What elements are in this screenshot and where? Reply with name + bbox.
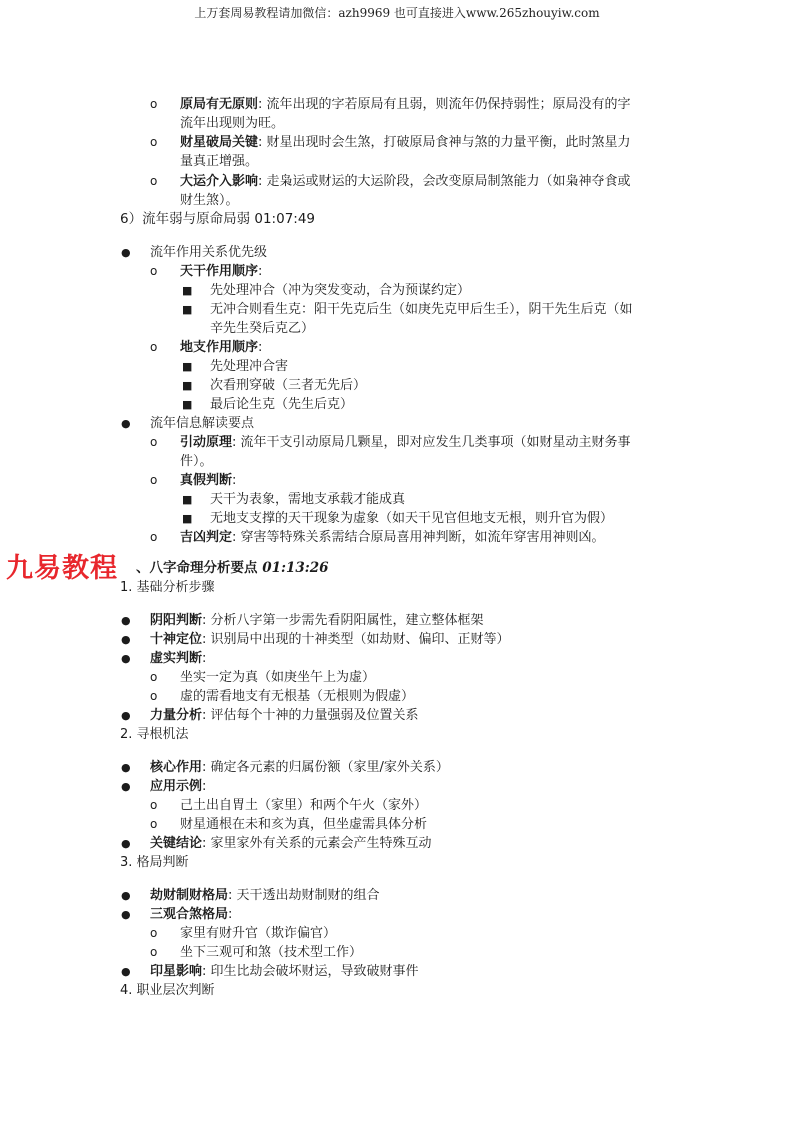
dot-bullet-icon: ● xyxy=(121,614,131,627)
list-item-cont: 辛先生癸后克乙） xyxy=(210,321,315,336)
list-item: 流年作用关系优先级 xyxy=(150,245,268,260)
list-item: 劫财制财格局: 天干透出劫财制财的组合 xyxy=(150,888,380,903)
subsection-title: 1. 基础分析步骤 xyxy=(120,580,215,595)
list-item: 真假判断: xyxy=(180,473,237,488)
list-item: 财星通根在未和亥为真，但坐虚需具体分析 xyxy=(180,817,428,832)
list-item: 无地支支撑的天干现象为虚象（如天干见官但地支无根，则升官为假） xyxy=(210,511,614,526)
watermark-logo: 九易教程 xyxy=(6,553,118,584)
square-bullet-icon: ■ xyxy=(182,379,193,392)
list-item-cont: 流年出现则为旺。 xyxy=(180,116,285,131)
circle-bullet-icon: o xyxy=(150,817,158,831)
section-title: 、八字命理分析要点 01:13:26 xyxy=(136,560,329,576)
list-item: 次看刑穿破（三者无先后） xyxy=(210,378,367,393)
dot-bullet-icon: ● xyxy=(121,965,131,978)
list-item: 吉凶判定: 穿害等特殊关系需结合原局喜用神判断，如流年穿害用神则凶。 xyxy=(180,530,605,545)
circle-bullet-icon: o xyxy=(150,798,158,812)
circle-bullet-icon: o xyxy=(150,174,158,188)
list-item-cont: 财生煞）。 xyxy=(180,193,239,208)
list-item: 引动原理: 流年干支引动原局几颗星，即对应发生几类事项（如财星动主财务事 xyxy=(180,435,631,450)
list-item: 坐实一定为真（如庚坐午上为虚） xyxy=(180,670,376,685)
circle-bullet-icon: o xyxy=(150,689,158,703)
circle-bullet-icon: o xyxy=(150,945,158,959)
list-item: 虚的需看地支有无根基（无根则为假虚） xyxy=(180,689,415,704)
list-item: 三观合煞格局: xyxy=(150,907,233,922)
subsection-title: 4. 职业层次判断 xyxy=(120,983,215,998)
list-item: 坐下三观可和煞（技术型工作） xyxy=(180,945,363,960)
list-item: 无冲合则看生克：阳干先克后生（如庚先克甲后生壬），阴干先生后克（如 xyxy=(210,302,633,317)
square-bullet-icon: ■ xyxy=(182,360,193,373)
list-item: 阴阳判断: 分析八字第一步需先看阴阳属性，建立整体框架 xyxy=(150,613,484,628)
dot-bullet-icon: ● xyxy=(121,761,131,774)
circle-bullet-icon: o xyxy=(150,340,158,354)
header-note: 上万套周易教程请加微信：azh9969 也可直接进入www.265zhouyiw.com xyxy=(194,6,600,20)
dot-bullet-icon: ● xyxy=(121,889,131,902)
square-bullet-icon: ■ xyxy=(182,284,193,297)
dot-bullet-icon: ● xyxy=(121,652,131,665)
circle-bullet-icon: o xyxy=(150,264,158,278)
circle-bullet-icon: o xyxy=(150,530,158,544)
dot-bullet-icon: ● xyxy=(121,246,131,259)
circle-bullet-icon: o xyxy=(150,473,158,487)
list-item: 最后论生克（先生后克） xyxy=(210,397,354,412)
list-item: 财星破局关键: 财星出现时会生煞，打破原局食神与煞的力量平衡，此时煞星力 xyxy=(180,135,631,150)
dot-bullet-icon: ● xyxy=(121,837,131,850)
list-item: 家里有财升官（欺诈偏官） xyxy=(180,926,337,941)
list-item: 十神定位: 识别局中出现的十神类型（如劫财、偏印、正财等） xyxy=(150,632,510,647)
list-item: 力量分析: 评估每个十神的力量强弱及位置关系 xyxy=(150,708,419,723)
list-item: 天干为表象，需地支承载才能成真 xyxy=(210,492,406,507)
list-item: 核心作用: 确定各元素的归属份额（家里/家外关系） xyxy=(150,760,449,775)
dot-bullet-icon: ● xyxy=(121,633,131,646)
list-item: 先处理冲合（冲为突发变动，合为预谋约定） xyxy=(210,283,471,298)
circle-bullet-icon: o xyxy=(150,926,158,940)
subsection-title: 2. 寻根机法 xyxy=(120,727,189,742)
list-item: 原局有无原则: 流年出现的字若原局有且弱，则流年仍保持弱性；原局没有的字 xyxy=(180,97,631,112)
section-title: 6）流年弱与原命局弱 01:07:49 xyxy=(120,211,316,227)
dot-bullet-icon: ● xyxy=(121,709,131,722)
circle-bullet-icon: o xyxy=(150,135,158,149)
list-item-cont: 件）。 xyxy=(180,454,213,469)
square-bullet-icon: ■ xyxy=(182,398,193,411)
list-item: 地支作用顺序: xyxy=(180,340,263,355)
square-bullet-icon: ■ xyxy=(182,512,193,525)
subsection-title: 3. 格局判断 xyxy=(120,855,189,870)
list-item: 虚实判断: xyxy=(150,651,207,666)
list-item: 流年信息解读要点 xyxy=(150,416,255,431)
circle-bullet-icon: o xyxy=(150,97,158,111)
list-item: 天干作用顺序: xyxy=(180,264,263,279)
dot-bullet-icon: ● xyxy=(121,417,131,430)
dot-bullet-icon: ● xyxy=(121,780,131,793)
list-item: 关键结论: 家里家外有关系的元素会产生特殊互动 xyxy=(150,836,432,851)
list-item: 先处理冲合害 xyxy=(210,359,289,374)
circle-bullet-icon: o xyxy=(150,435,158,449)
square-bullet-icon: ■ xyxy=(182,303,193,316)
list-item: 印星影响: 印生比劫会破坏财运，导致破财事件 xyxy=(150,964,419,979)
square-bullet-icon: ■ xyxy=(182,493,193,506)
list-item: 大运介入影响: 走枭运或财运的大运阶段，会改变原局制煞能力（如枭神夺食或 xyxy=(180,174,631,189)
circle-bullet-icon: o xyxy=(150,670,158,684)
dot-bullet-icon: ● xyxy=(121,908,131,921)
list-item-cont: 量真正增强。 xyxy=(180,154,259,169)
list-item: 应用示例: xyxy=(150,779,207,794)
list-item: 己土出自胃土（家里）和两个午火（家外） xyxy=(180,798,428,813)
